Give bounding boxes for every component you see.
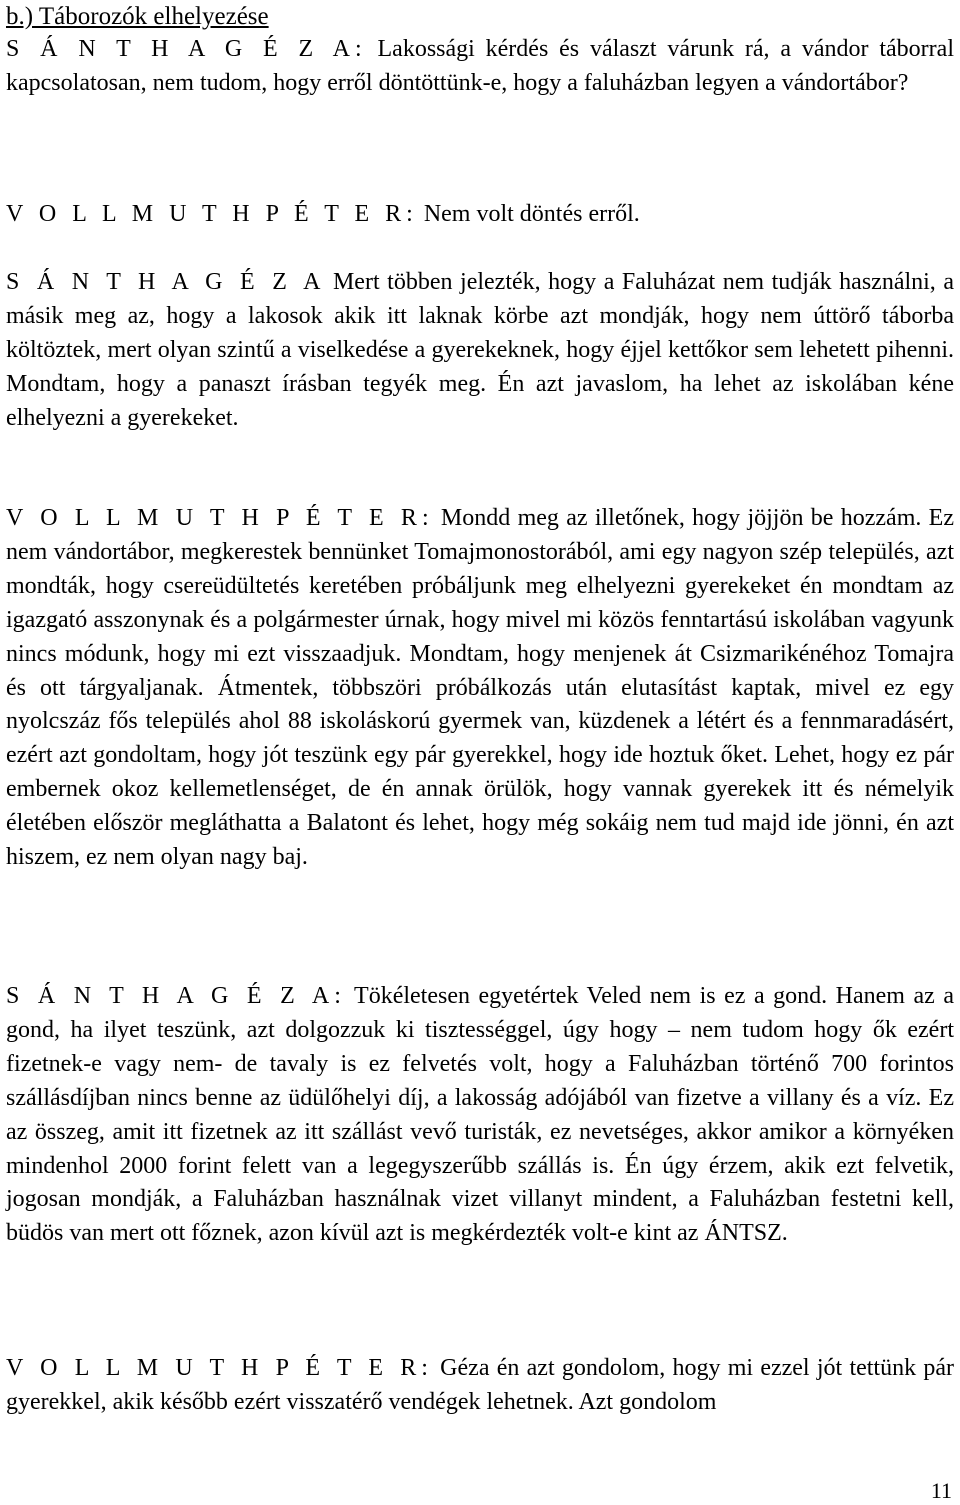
paragraph-text: Lakossági kérdés és választ várunk rá, a vándor táborral kapcsolatosan, nem tudom, hogy erről döntöttünk-e, hogy a faluházban legyen a vándortábor? [6,36,954,96]
paragraph-text: Géza én azt gondolom, hogy mi ezzel jót tettünk pár gyerekkel, akik később ezért visszatérő vendégek lehetnek. Azt gondolom [6,1355,955,1415]
speaker-name: S Á N T H A G É Z A [6,269,326,295]
paragraph-santha-3 [6,980,954,1251]
paragraph-text: Nem volt döntés erről. [417,201,640,227]
paragraph-vollmuth-3 [6,1352,954,1420]
speaker-name: V O L L M U T H P É T E R: [6,1355,433,1381]
speaker-name: S Á N T H A G É Z A: [6,36,367,62]
paragraph-santha-2 [6,266,954,436]
paragraph-text: Mert többen jelezték, hogy a Faluházat nem tudják használni, a másik meg az, hogy a lakosok akik itt laknak körbe azt mondják, hogy nem úttörő táborba költöztek, mert olyan szintű a viselkedése a gyerekeknek, hogy éjjel kettőkor sem lehetett pihenni. Mondtam, hogy a panaszt írásban tegyék meg. Én azt javaslom, ha lehet az iskolában kéne elhelyezni a gyerekeket. [6,269,954,431]
paragraph-vollmuth-1 [6,198,954,232]
section-title: b.) Táborozók elhelyezése [6,3,269,30]
paragraph-text: Tökéletesen egyetértek Veled nem is ez a gond. Hanem az a gond, ha ilyet teszünk, azt dolgozzuk ki tisztességgel, úgy hogy – nem tudom hogy ők ezért fizetnek-e vagy nem- de tavaly is ez felvetés volt, hogy a Faluházban történő 700 forintos szállásdíjban nincs benne az üdülőhelyi díj, a lakosság adójából van fizetve a villany és a víz. Ez az összeg, amit itt fizetnek az itt szállást vevő turisták, ez nevetséges, akkor amikor a környéken mindenhol 2000 forint felett van a legegyszerűbb szállás is. Én úgy érzem, akik ezt felvetik, jogosan mondják, a Faluházban használnak vizet villanyt mindent, a Faluházban festetni kell, büdös van mert ott főznek, azon kívül azt is megkérdezték volt-e kint az ÁNTSZ. [6,983,954,1247]
paragraph-vollmuth-2 [6,502,954,875]
page-number: 11 [930,1478,952,1503]
speaker-name: V O L L M U T H P É T E R: [6,201,418,227]
speaker-name: V O L L M U T H P É T E R: [6,505,434,531]
paragraph-santha-1 [6,33,954,101]
speaker-name: S Á N T H A G É Z A: [6,983,346,1009]
paragraph-text: Mondd meg az illetőnek, hogy jöjjön be hozzám. Ez nem vándortábor, megkerestek bennünket Tomajmonostorából, ami egy nagyon szép település, azt mondták, hogy csereüdültetés keretében próbáljunk meg elhelyezni gyerekeket én mondtam az igazgató asszonynak és a polgármester úrnak, hogy mivel mi közös fenntartású iskolában vagyunk nincs módunk, hogy mi ezt visszaadjuk. Mondtam, hogy menjenek át Csizmarikénéhoz Tomajra és ott tárgyaljanak. Átmentek, többszöri próbálkozás után elutasítást kaptak, mivel ez egy nyolcszáz fős település ahol 88 iskoláskorú gyermek van, küzdenek a létért és a fennmaradásért, ezért azt gondoltam, hogy jót teszünk egy pár gyerekkel, hogy ide hoztuk őket. Lehet, hogy ez pár embernek okoz kellemetlenséget, de én annak örülök, hogy vannak gyerekek itt és némelyik életében először megláthatta a Balatont és lehet, hogy még sokáig nem tud majd ide jönni, én azt hiszem, ez nem olyan nagy baj. [6,505,954,871]
